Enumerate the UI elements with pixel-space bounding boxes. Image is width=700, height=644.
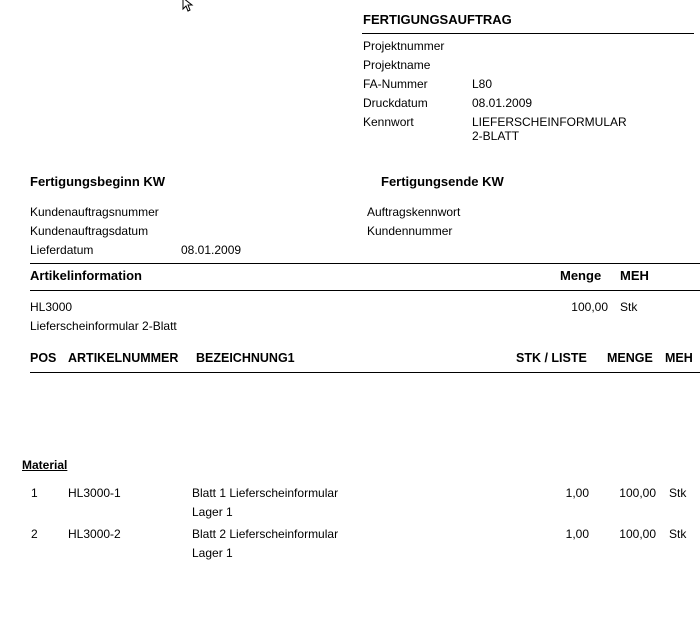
field-value-druckdatum: 08.01.2009 [472,96,533,110]
auftragskennwort-label: Auftragskennwort [367,205,461,219]
col-pos: POS [30,351,57,365]
col-menge: MENGE [607,351,653,365]
kundenauftragsnummer-label: Kundenauftragsnummer [30,205,159,219]
article-col-meh: MEH [620,268,649,283]
field-value-kennwort-line2: 2-BLATT [472,129,520,143]
fertigungsende-label: Fertigungsende KW [381,174,504,189]
kundenauftragsdatum-label: Kundenauftragsdatum [30,224,149,238]
row-1-meh: Stk [669,486,687,500]
article-meh: Stk [620,300,638,314]
field-label-projektname: Projektname [363,58,431,72]
field-label-druckdatum: Druckdatum [363,96,428,110]
mouse-cursor-icon [182,0,196,12]
field-label-projektnummer: Projektnummer [363,39,445,53]
row-2-meh: Stk [669,527,687,541]
row-1-bezeichnung: Blatt 1 Lieferscheinformular [192,486,339,500]
row-1-pos: 1 [31,486,38,500]
row-2-artikelnummer: HL3000-2 [68,527,121,541]
article-header-divider [30,290,700,291]
row-1-artikelnummer: HL3000-1 [68,486,121,500]
col-artikelnummer: ARTIKELNUMMER [68,351,179,365]
row-2-bezeichnung: Blatt 2 Lieferscheinformular [192,527,339,541]
positions-header-divider [30,372,700,373]
field-label-fa-nummer: FA-Nummer [363,77,428,91]
article-heading: Artikelinformation [30,268,142,283]
material-section-label: Material [22,458,68,472]
article-description: Lieferscheinformular 2-Blatt [30,319,177,333]
row-1-stk-liste: 1,00 [565,486,589,500]
col-bezeichnung1: BEZEICHNUNG1 [196,351,295,365]
lieferdatum-label: Lieferdatum [30,243,94,257]
article-col-menge: Menge [560,268,602,283]
field-label-kennwort: Kennwort [363,115,414,129]
field-value-fa-nummer: L80 [472,77,493,91]
row-2-pos: 2 [31,527,38,541]
col-stk-liste: STK / LISTE [516,351,587,365]
row-1-menge: 100,00 [619,486,656,500]
row-2-stk-liste: 1,00 [565,527,589,541]
document-title: FERTIGUNGSAUFTRAG [363,12,512,27]
article-menge: 100,00 [571,300,608,314]
fertigungsbeginn-label: Fertigungsbeginn KW [30,174,166,189]
row-1-lager: Lager 1 [192,505,233,519]
title-divider [362,33,694,34]
col-meh: MEH [665,351,693,365]
kundennummer-label: Kundennummer [367,224,453,238]
article-number: HL3000 [30,300,73,314]
row-2-lager: Lager 1 [192,546,233,560]
article-top-divider [30,263,700,264]
lieferdatum-value: 08.01.2009 [181,243,242,257]
row-2-menge: 100,00 [619,527,656,541]
field-value-kennwort: LIEFERSCHEINFORMULAR [472,115,627,129]
